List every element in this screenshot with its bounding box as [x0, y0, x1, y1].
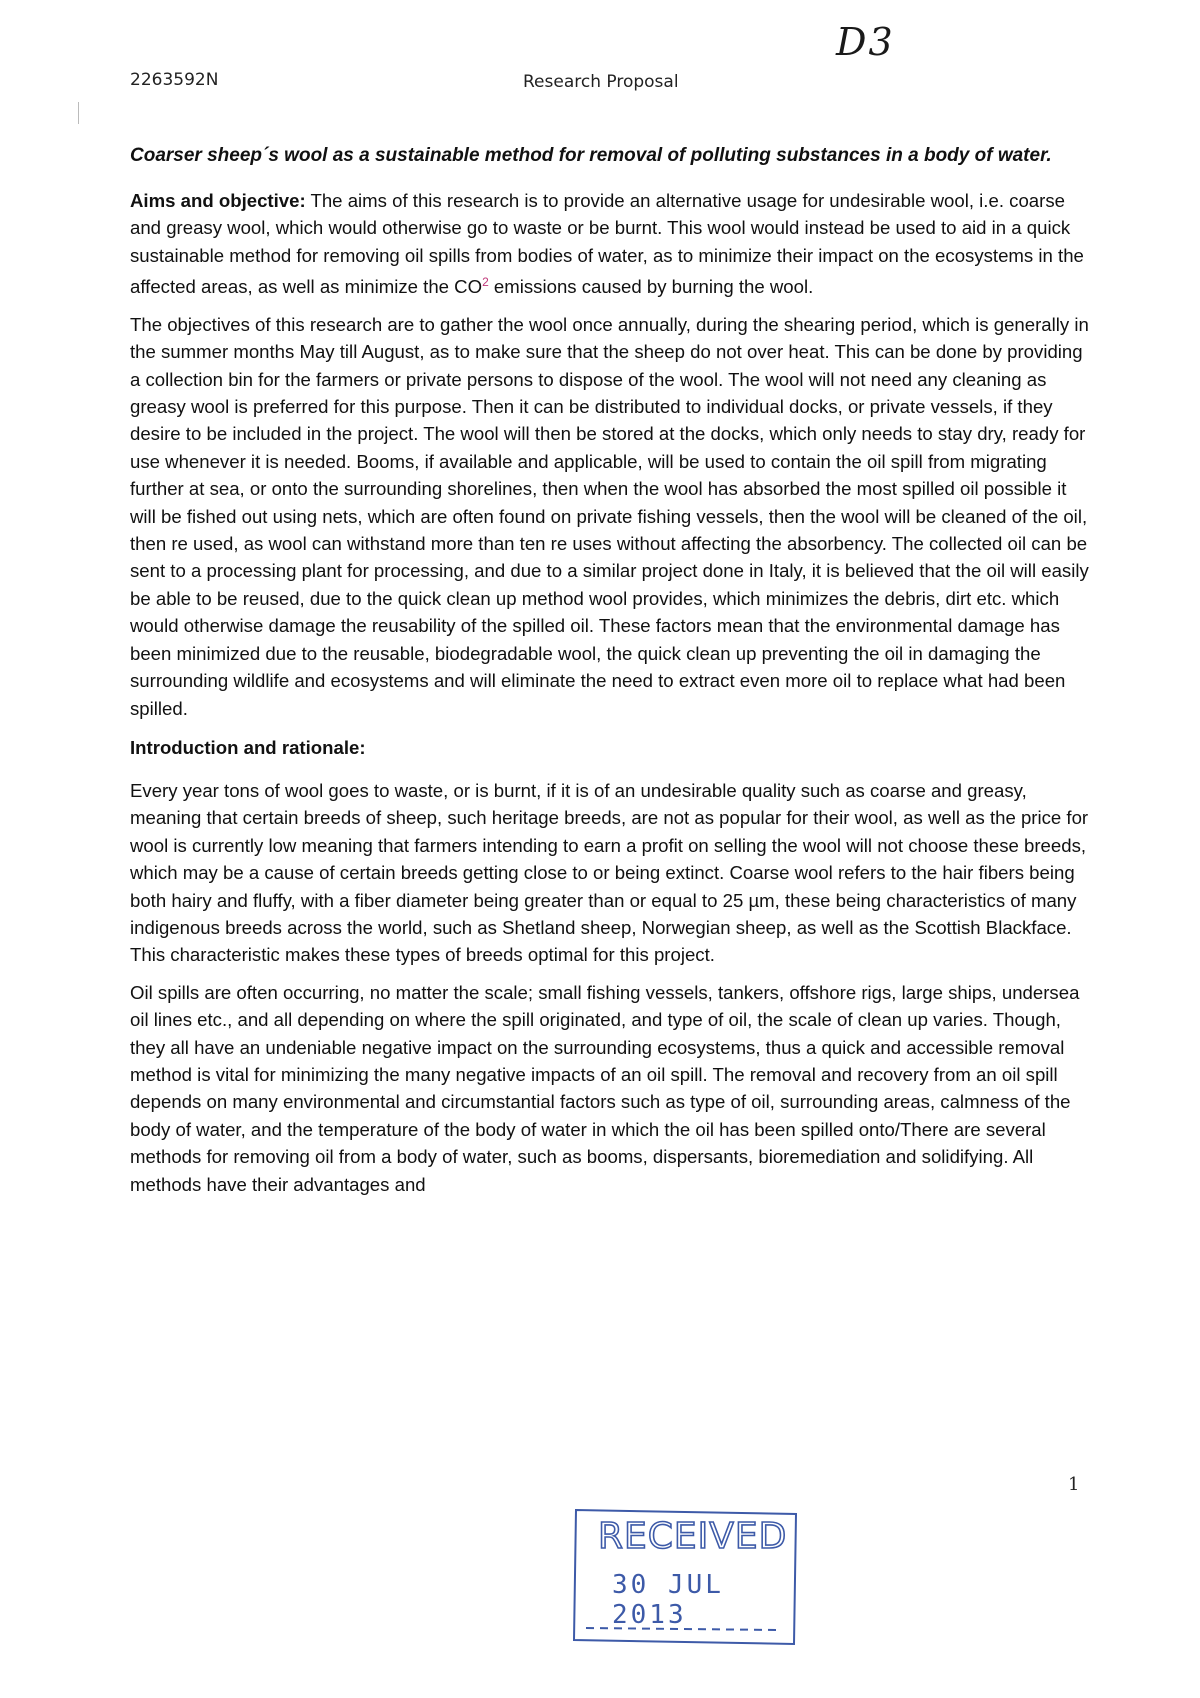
objectives-paragraph: The objectives of this research are to gather the wool once annually, during the shearing period, which is generally in the summer months May till August, as to make sure that the sheep do not over heat. This can be done by providing a collection bin for the farmers or private persons to dispose of the wool. The wool will not need any cleaning as greasy wool is preferred for this purpose. Then it can be distributed to individual docks, or private vessels, if they desire to be included in the project. The wool will then be stored at the docks, which only needs to stay dry, ready for use whenever it is needed. Booms, if available and applicable, will be used to contain the oil spill from migrating further at sea, or onto the surrounding shorelines, then when the wool has absorbed the most spilled oil possible it will be fished out using nets, which are often found on private fishing vessels, then the wool will be cleaned of the oil, then re used, as wool can withstand more than ten re uses without affecting the absorbency. The collected oil can be sent to a processing plant for processing, and due to a similar project done in Italy, it is believed that the oil will easily be able to be reused, due to the quick clean up method wool provides, which minimizes the debris, dirt etc. which would otherwise damage the reusability of the spilled oil. These factors mean that the environmental damage has been minimized due to the reusable, biodegradable wool, the quick clean up preventing the oil in damaging the surrounding wildlife and ecosystems and will eliminate the need to extract even more oil to replace what had been spilled. [130, 313, 1089, 719]
page-number: 1 [1068, 1474, 1080, 1495]
proposal-title: Coarser sheep´s wool as a sustainable method for removal of polluting substances in a body of water. [130, 145, 1052, 166]
aims-paragraph [130, 187, 1092, 301]
handwritten-annotation: D3 [836, 20, 895, 64]
co2-correction-mark: 2 [482, 275, 489, 290]
stamp-date: 30 JUL 2013 [612, 1570, 724, 1630]
document-id: 2263592N [130, 70, 219, 90]
margin-mark [78, 102, 79, 124]
running-header-title: Research Proposal [523, 72, 679, 92]
document-body [130, 142, 1092, 1208]
introduction-heading: Introduction and rationale: [130, 736, 366, 758]
aims-text-end: emissions caused by burning the wool. [488, 276, 814, 298]
introduction-paragraph-1: Every year tons of wool goes to waste, or is burnt, if it is of an undesirable quality such as coarse and greasy, meaning that certain breeds of sheep, such heritage breeds, are not as popular for their wool, as well as the price for wool is currently low meaning that farmers intending to earn a profit on selling the wool will not choose these breeds, which may be a cause of certain breeds getting close to or being extinct. Coarse wool refers to the hair fibers being both hairy and fluffy, with a fiber diameter being greater than or equal to 25 µm, these being characteristics of many indigenous breeds across the world, such as Shetland sheep, Norwegian sheep, as well as the Scottish Blackface. This characteristic makes these types of breeds optimal for this project. [130, 779, 1089, 966]
aims-heading: Aims and objective: [130, 190, 306, 211]
received-stamp [570, 1504, 802, 1652]
stamp-label: RECEIVED [598, 1516, 788, 1557]
aims-text: The aims of this research is to provide an alternative usage for undesirable wool, i.e. coarse and greasy wool, which would otherwise go to waste or be burnt. This wool would instead be used to aid in a quick sustainable method for removing oil spills from bodies of water, as to minimize their impact on the ecosystems in the affected areas, as well as minimize the CO [130, 190, 1084, 298]
introduction-paragraph-2: Oil spills are often occurring, no matter the scale; small fishing vessels, tankers, offshore rigs, large ships, undersea oil lines etc., and all depending on where the spill originated, and type of oil, the scale of clean up varies. Though, they all have an undeniable negative impact on the surrounding ecosystems, thus a quick and accessible removal method is vital for minimizing the many negative impacts of an oil spill. The removal and recovery from an oil spill depends on many environmental and circumstantial factors such as type of oil, surrounding areas, calmness of the body of water, and the temperature of the body of water in which the oil has been spilled onto/There are several methods for removing oil from a body of water, such as booms, dispersants, bioremediation and solidifying. All methods have their advantages and [130, 981, 1080, 1195]
